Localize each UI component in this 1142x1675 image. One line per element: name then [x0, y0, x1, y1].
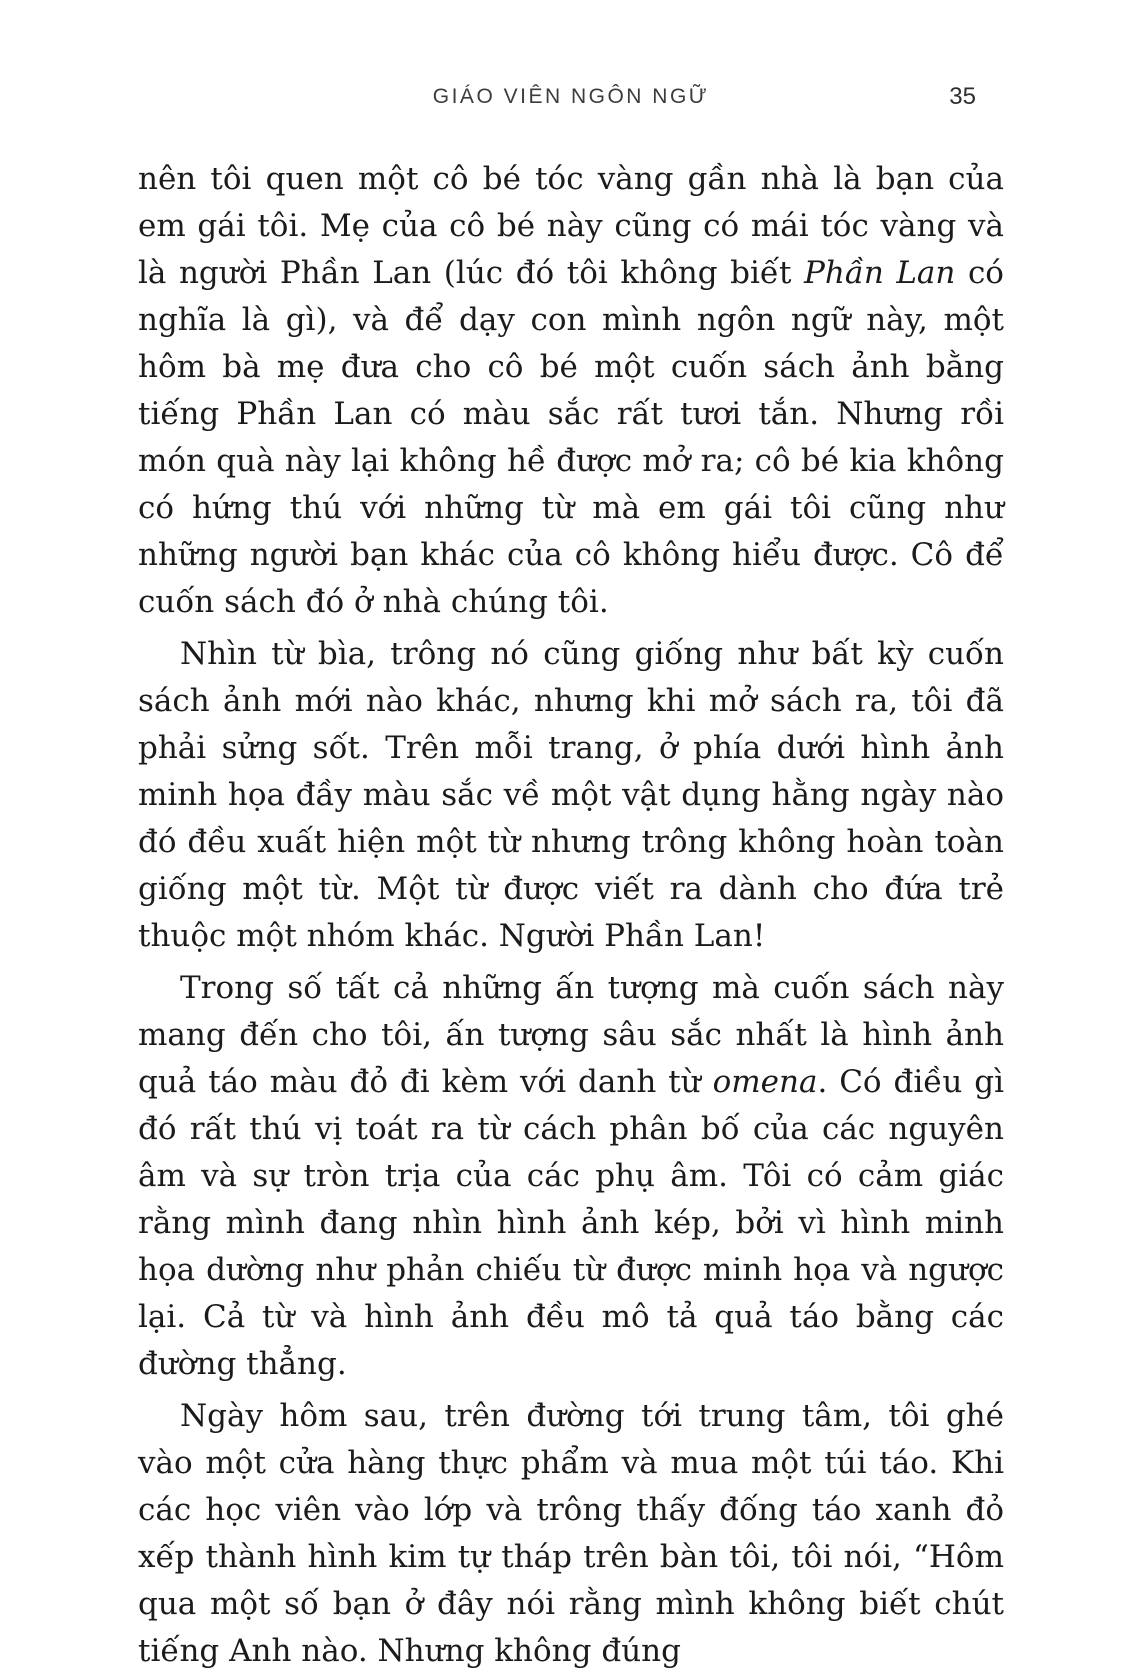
text-run: Trong số tất cả những ấn tượng mà cuốn sách này mang đến cho tôi, ấn tượng sâu sắc nhất là hình ảnh quả táo màu đỏ đi kèm với danh từ	[138, 970, 1004, 1100]
text-run: Nhìn từ bìa, trông nó cũng giống như bất kỳ cuốn sách ảnh mới nào khác, nhưng khi mở sách ra, tôi đã phải sửng sốt. Trên mỗi trang, ở phía dưới hình ảnh minh họa đầy màu sắc về một vật dụng hằng ngày nào đó đều xuất hiện một từ nhưng trông không hoàn toàn giống một từ. Một từ được viết ra dành cho đứa trẻ thuộc một nhóm khác. Người Phần Lan!	[138, 636, 1004, 954]
page-header	[138, 82, 1004, 112]
page-number: 35	[949, 83, 976, 110]
italic-text-run: Phần Lan	[804, 255, 956, 291]
text-run: Ngày hôm sau, trên đường tới trung tâm, tôi ghé vào một cửa hàng thực phẩm và mua một túi táo. Khi các học viên vào lớp và trông thấy đống táo xanh đỏ xếp thành hình kim tự tháp trên bàn tôi, tôi nói, “Hôm qua một số bạn ở đây nói rằng mình không biết chút tiếng Anh nào. Nhưng không đúng	[138, 1398, 1004, 1669]
paragraph-1	[138, 156, 1004, 626]
running-title: GIÁO VIÊN NGÔN NGỮ	[432, 85, 710, 108]
page-body	[138, 156, 1004, 1675]
text-run: nên tôi quen một cô bé tóc vàng gần nhà là bạn của em gái tôi. Mẹ của cô bé này cũng có mái tóc vàng và là người Phần Lan (lúc đó tôi không biết	[138, 161, 1004, 291]
paragraph-4	[138, 1393, 1004, 1675]
paragraph-3	[138, 965, 1004, 1388]
text-run: . Có điều gì đó rất thú vị toát ra từ cách phân bố của các nguyên âm và sự tròn trịa của các phụ âm. Tôi có cảm giác rằng mình đang nhìn hình ảnh kép, bởi vì hình minh họa dường như phản chiếu từ được minh họa và ngược lại. Cả từ và hình ảnh đều mô tả quả táo bằng các đường thẳng.	[138, 1064, 1004, 1382]
italic-text-run: omena	[712, 1064, 818, 1100]
text-run: có nghĩa là gì), và để dạy con mình ngôn ngữ này, một hôm bà mẹ đưa cho cô bé một cuốn sách ảnh bằng tiếng Phần Lan có màu sắc rất tươi tắn. Nhưng rồi món quà này lại không hề được mở ra; cô bé kia không có hứng thú với những từ mà em gái tôi cũng như những người bạn khác của cô không hiểu được. Cô để cuốn sách đó ở nhà chúng tôi.	[138, 255, 1004, 620]
paragraph-2	[138, 631, 1004, 960]
page-container	[138, 0, 1004, 1675]
